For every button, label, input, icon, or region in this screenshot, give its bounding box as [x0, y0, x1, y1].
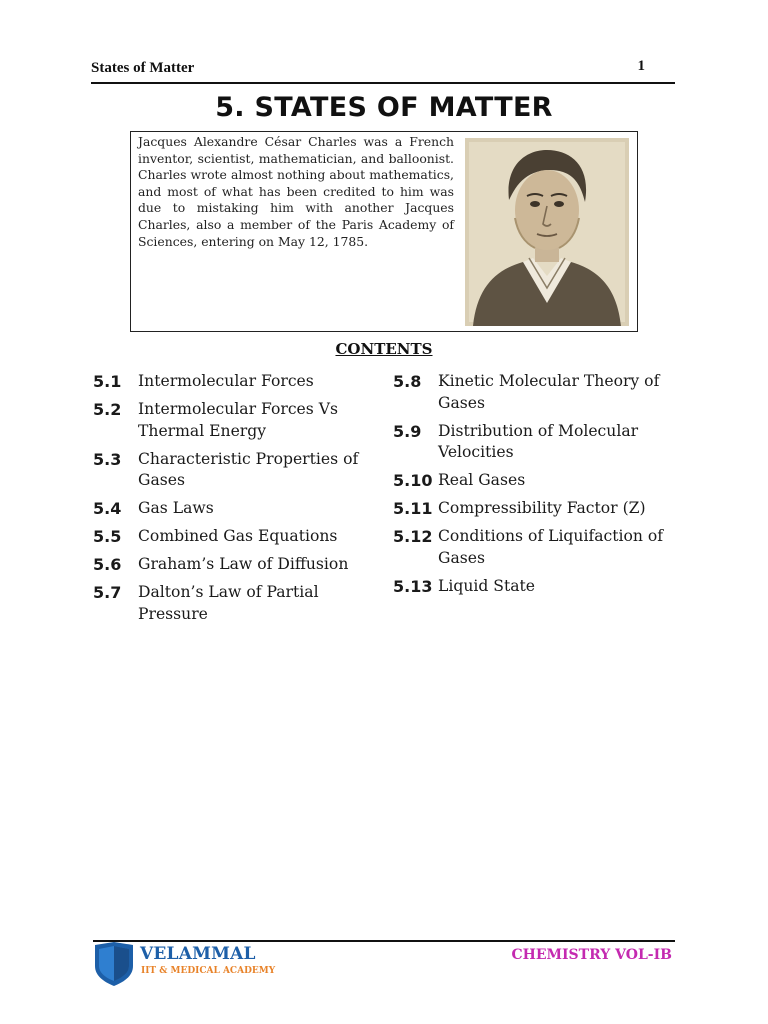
- logo-subtitle: IIT & MEDICAL ACADEMY: [141, 966, 276, 976]
- toc-number: 5.4: [93, 499, 122, 518]
- contents-list-left: [93, 371, 383, 632]
- page-number: 1: [637, 58, 645, 74]
- toc-label: Dalton’s Law of Partial Pressure: [138, 583, 319, 623]
- toc-number: 5.12: [393, 527, 433, 546]
- toc-item: [393, 576, 683, 598]
- biography-box: [130, 131, 638, 332]
- toc-item: [93, 498, 383, 520]
- portrait-image: [465, 138, 629, 326]
- toc-number: 5.11: [393, 499, 433, 518]
- biography-text: Jacques Alexandre César Charles was a French inventor, scientist, mathematician, and balloonist. Charles wrote almost nothing about mathematics, and most of what has been credited to him was due to mistaking him with another Jacques Charles, also a member of the Paris Academy of Sciences, entering on May 12, 1785.: [138, 134, 454, 249]
- footer-volume-label: CHEMISTRY VOL-IB: [511, 947, 672, 963]
- contents-list-right: [393, 371, 683, 604]
- toc-number: 5.1: [93, 372, 122, 391]
- toc-number: 5.9: [393, 421, 422, 441]
- toc-item: [93, 399, 383, 442]
- toc-label: Conditions of Liquifaction of Gases: [438, 527, 664, 567]
- toc-number: 5.3: [93, 449, 122, 469]
- toc-item: [93, 449, 383, 492]
- toc-label: Intermolecular Forces: [138, 372, 314, 390]
- toc-label: Graham’s Law of Diffusion: [138, 555, 349, 573]
- toc-item: [393, 421, 683, 464]
- toc-label: Liquid State: [438, 576, 536, 595]
- toc-label: Kinetic Molecular Theory of Gases: [438, 372, 660, 412]
- toc-item: [393, 371, 683, 414]
- toc-number: 5.7: [93, 583, 122, 602]
- logo-name: VELAMMAL: [140, 944, 256, 964]
- chapter-title: 5. STATES OF MATTER: [215, 92, 553, 123]
- toc-item: [93, 526, 383, 548]
- toc-item: [393, 498, 683, 520]
- toc-label: Intermolecular Forces Vs Thermal Energy: [138, 400, 339, 440]
- running-title: States of Matter: [91, 60, 195, 76]
- toc-item: [393, 526, 683, 569]
- toc-label: Characteristic Properties of Gases: [138, 449, 359, 489]
- toc-item: [93, 371, 383, 393]
- toc-number: 5.10: [393, 471, 433, 490]
- toc-number: 5.5: [93, 527, 122, 546]
- toc-label: Compressibility Factor (Z): [438, 499, 646, 517]
- footer-divider: [93, 940, 675, 942]
- toc-item: [93, 554, 383, 576]
- toc-label: Gas Laws: [138, 499, 214, 517]
- shield-logo-icon: [93, 942, 135, 986]
- toc-number: 5.13: [393, 576, 433, 596]
- toc-label: Combined Gas Equations: [138, 527, 338, 545]
- toc-number: 5.8: [393, 372, 422, 391]
- page-header: [91, 58, 675, 84]
- contents-heading: CONTENTS: [335, 340, 433, 358]
- toc-number: 5.6: [93, 555, 122, 574]
- toc-item: [93, 582, 383, 625]
- toc-item: [393, 470, 683, 492]
- toc-label: Distribution of Molecular Velocities: [438, 421, 639, 461]
- toc-number: 5.2: [93, 400, 122, 419]
- toc-label: Real Gases: [438, 471, 526, 489]
